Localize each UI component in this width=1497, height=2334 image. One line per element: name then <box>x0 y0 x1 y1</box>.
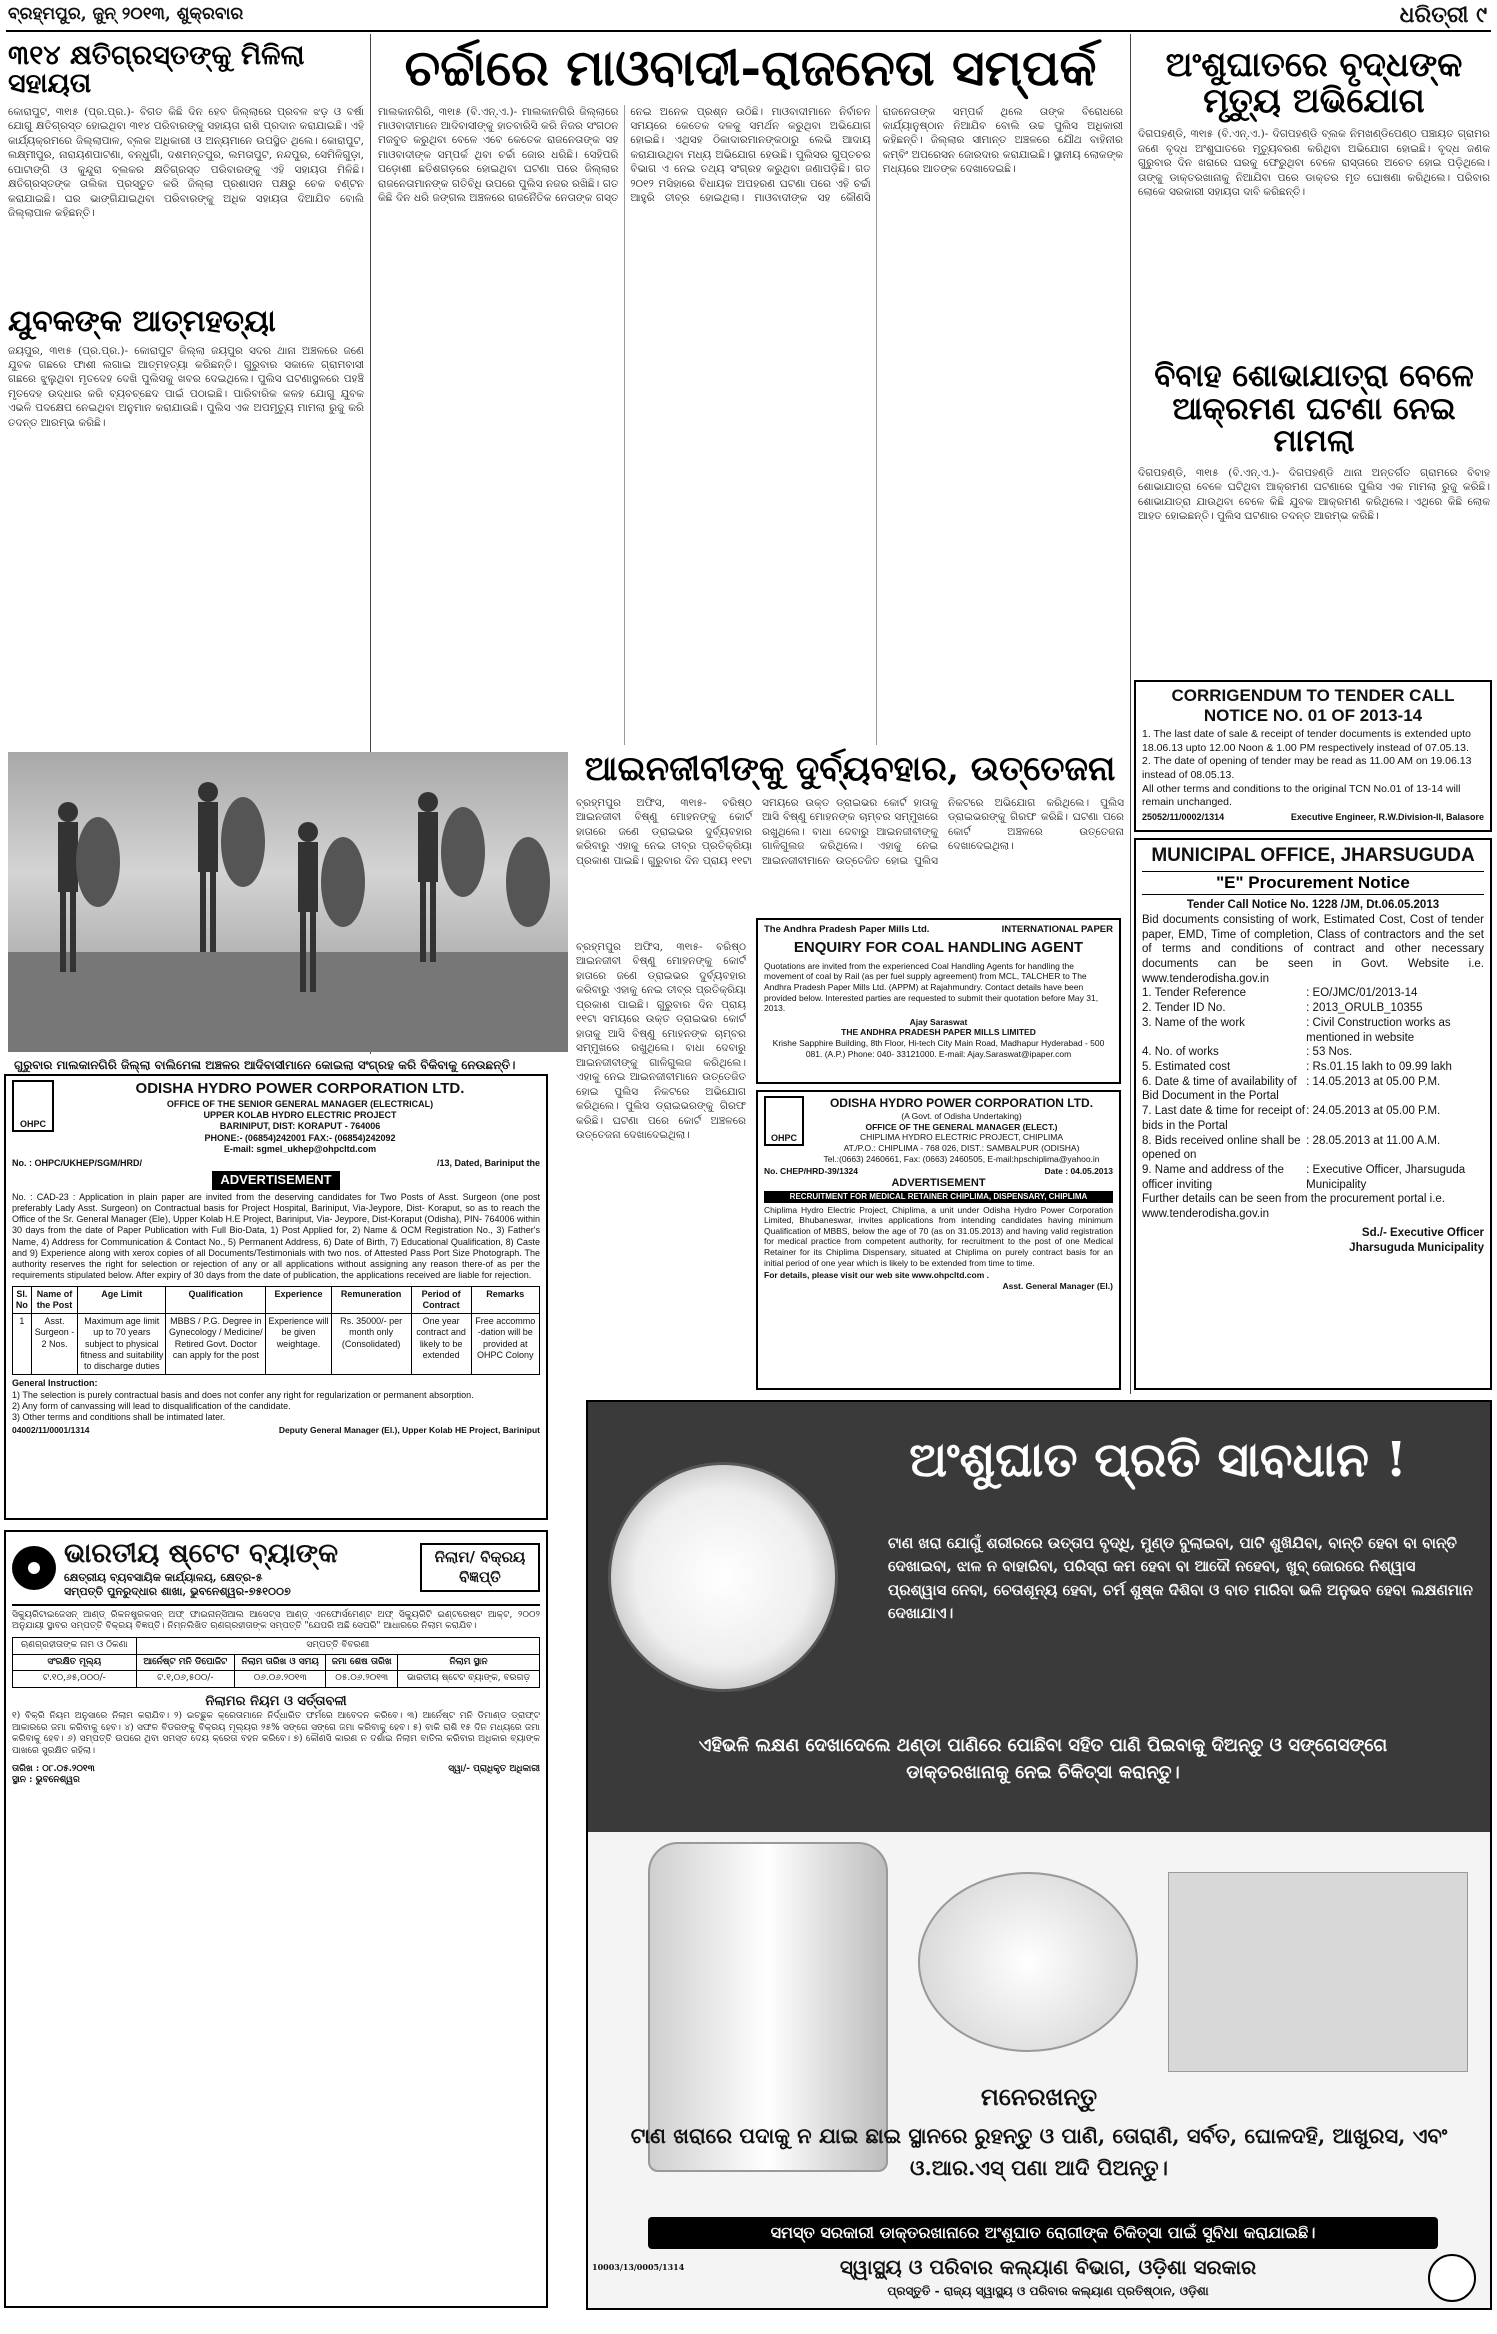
health-title: ଅଂଶୁଘାତ ପ୍ରତି ସାବଧାନ ! <box>909 1432 1407 1488</box>
story-body: କୋରାପୁଟ, ୩୧ା୫ (ପ୍ର.ପ୍ର.)- ବିଗତ କିଛି ଦିନ ହେବ ଜିଲ୍ଲାରେ ପ୍ରବଳ ଝଡ଼ ଓ ବର୍ଷା ଯୋଗୁ କ୍ଷତିଗ୍ରସ୍ତ ହୋଇଥିବା ୩୧୪ ପରିବାରଙ୍କୁ ସହାୟତା ରାଶି ପ୍ରଦାନ କରାଯାଇଛି। ଏହି କାର୍ଯ୍ୟକ୍ରମରେ ଜିଲ୍ଲାପାଳ, ବ୍ଲକ ଅଧିକାରୀ ଓ ଅନ୍ୟମାନେ ଉପସ୍ଥିତ ଥିଲେ। କୋରାପୁଟ, ଲକ୍ଷ୍ମୀପୁର, ନାରାୟଣପାଟଣା, ବନ୍ଧୁଗାଁ, ଦଶମନ୍ତପୁର, ଲମତାପୁଟ, ନନ୍ଦପୁର, ସେମିଳିଗୁଡ଼ା, ପୋଟାଙ୍ଗି ଓ କୁନ୍ଦୁରା ବ୍ଲକର କ୍ଷତିଗ୍ରସ୍ତ ପରିବାରଙ୍କୁ ଏହି ସହାୟତା ମିଳିଛି। କ୍ଷତିଗ୍ରସ୍ତଙ୍କ ତାଲିକା ପ୍ରସ୍ତୁତ କରି ଜିଲ୍ଲା ପ୍ରଶାସନ ପକ୍ଷରୁ ଚେକ ବଣ୍ଟନ କରାଯାଇଛି। ଘର ଭାଙ୍ଗିଯାଇଥିବା ପରିବାରଙ୍କୁ ଅଧିକ ସହାୟତା ଦିଆଯିବ ବୋଲି ଜିଲ୍ଲାପାଳ କହିଛନ୍ତି। <box>8 105 364 220</box>
ohpc-body: No. : CAD-23 : Application in plain paper are invited from the deserving candidates for Two Posts of Asst. Surgeon (one post preferably Lady Asst. Surgeon) on Contractual basis for Project Hospital, Bariniput, Via-Jeypore, Dist- Koraput, so as to reach the Office of the Sr. General Manager (Ele), Upper Kolab H.E Project, Bariniput, Via- Jeypore, Dist-Koraput (Odisha), PIN- 764006 within 30 days from the date of Paper Publication with Full Bio-Data, 1) Post Applied for, 2) Name & OCM Registration No., 3) Father's Name, 4) Address for Communication & Contact No., 5) Permanent Address, 6) Date of Birth, 7) Educational Qualification, 8) Caste and 9) Experience along with xerox copies of all Documents/Testimonials with two nos. of Attested Pass Port Size Photograph. The authority reserves the right for selection or rejection of any or all applications without assigning any reason there-of as per the requirements stipulated below. After expiry of 30 days from the date of publication, the applications received are liable for rejection. <box>12 1191 540 1281</box>
table-cell: ନିଲାମ ସ୍ଥାନ <box>398 1654 540 1671</box>
corrigendum-item: 1. The last date of sale & receipt of tender documents is extended upto 18.06.13 upto 12.00 Noon & 1.00 PM respectively instead of 07.05.13. <box>1142 728 1472 754</box>
ohpc-no: No. CHEP/HRD-39/1324 <box>764 1166 859 1177</box>
jharsuguda-label: 6. Date & time of availability of Bid Document in the Portal <box>1142 1075 1297 1103</box>
sun-icon <box>608 1462 838 1692</box>
table-cell: Free accommo -dation will be provided at OHPC Colony <box>471 1314 539 1375</box>
sbi-table <box>12 1637 540 1688</box>
corrigendum-sign: Executive Engineer, R.W.Division-II, Balasore <box>1290 811 1484 822</box>
ap-title: ENQUIRY FOR COAL HANDLING AGENT <box>793 938 1084 956</box>
ohpc-ref: 04002/11/0001/1314 <box>12 1425 90 1436</box>
table-row <box>13 1671 540 1688</box>
ohpc-sub: CHIPLIMA HYDRO ELECTRIC PROJECT, CHIPLIMA <box>859 1132 1064 1143</box>
jharsuguda-ad <box>1134 838 1492 1390</box>
ohpc-sub: BARINIPUT, DIST: KORAPUT - 764006 <box>219 1121 381 1132</box>
odisha-emblem-icon <box>1428 2254 1476 2302</box>
jharsuguda-notice: Tender Call Notice No. 1228 /JM, Dt.06.05.2013 <box>1186 899 1440 912</box>
jharsuguda-footer: Further details can be seen from the procurement portal i.e. www.tenderodisha.gov.in <box>1142 1193 1445 1221</box>
table-cell: Experience will be given weightage. <box>266 1314 331 1375</box>
table-cell: ଟ.୧,୦୬,୫୦୦/- <box>136 1671 235 1688</box>
ohpc-bar: RECRUITMENT FOR MEDICAL RETAINER CHIPLIMA, DISPENSARY, CHIPLIMA <box>764 1191 1113 1203</box>
health-dept: ସ୍ୱାସ୍ଥ୍ୟ ଓ ପରିବାର କଲ୍ୟାଣ ବିଭାଗ, ଓଡ଼ିଶା ସରକାର <box>839 2255 1257 2279</box>
ohpc-sub: OFFICE OF THE GENERAL MANAGER (ELECT.) <box>865 1121 1058 1132</box>
story-headline: ଯୁବକଙ୍କ ଆତ୍ମହତ୍ୟା <box>8 304 276 339</box>
sbi-sub: କ୍ଷେତ୍ରୀୟ ବ୍ୟବସାୟିକ କାର୍ଯ୍ୟାଳୟ, କ୍ଷେତ୍ର-୫ <box>64 1571 263 1585</box>
jharsuguda-value: : 24.05.2013 at 05.00 P.M. <box>1306 1105 1441 1118</box>
ohpc-sub: Tel.:(0663) 2460661, Fax: (0663) 2460505, E-mail:hpschiplima@yahoo.in <box>823 1153 1100 1164</box>
jharsuguda-value: : 53 Nos. <box>1306 1046 1353 1059</box>
ohpc-body: Chiplima Hydro Electric Project, Chiplima, a unit under Odisha Hydro Power Corporation Limited, Bhubaneswar, invites applications from intending candidates having minimum Qualification of MBBS, below the age of 70 (as on 31.05.2013) and having valid registration for medical practice from competent authority, for recruitment to the post of one Medical Retainer for its Chiplima Dispensary, situated at Chiplima on purely contract basis for an initial period of one year which is likely to be extended from time to time. <box>764 1204 1113 1268</box>
table-cell: ଭାରତୀୟ ଷ୍ଟେଟ ବ୍ୟାଙ୍କ, ବରଗଡ଼ <box>398 1671 540 1688</box>
jharsuguda-sign: Sd./- Executive Officer <box>1361 1226 1484 1239</box>
story-lawyer <box>576 749 1124 926</box>
jharsuguda-value: : EO/JMC/01/2013-14 <box>1306 987 1418 1000</box>
table-cell: ସଂରକ୍ଷିତ ମୂଲ୍ୟ <box>13 1654 137 1671</box>
story-body-continued: ବ୍ରହ୍ମପୁର ଅଫିସ, ୩୧ା୫- ବରିଷ୍ଠ ଆଇନଜୀବୀ ବିଷ୍ଣୁ ମୋହନଙ୍କୁ କୋର୍ଟ ହାତାରେ ଜଣେ ଡ୍ରାଇଭର ଦୁର୍ବ୍ୟବହାର କରିବାରୁ ଏହାକୁ ନେଇ ତୀବ୍ର ପ୍ରତିକ୍ରିୟା ପ୍ରକାଶ ପାଇଛି। ଗୁରୁବାର ଦିନ ପ୍ରାୟ ୧୧ଟା ସମୟରେ ଉକ୍ତ ଡ୍ରାଇଭର କୋର୍ଟ ହାତାକୁ ଆସି ବିଷ୍ଣୁ ମୋହନଙ୍କ ଚାମ୍ବର ସମ୍ମୁଖରେ ରଖୁଥିଲେ। ବାଧା ଦେବାରୁ ଆଇନଜୀବୀଙ୍କୁ ଗାଳିଗୁଲଜ କରିଥିଲେ। ଏହାକୁ ନେଇ ଆଇନଜୀବୀମାନେ ଉତ୍ତେଜିତ ହୋଇ ପୁଲିସ ନିକଟରେ ଅଭିଯୋଗ କରିଥିଲେ। ପୁଲିସ ଡ୍ରାଇଭରଙ୍କୁ ଗିରଫ କରିଛି। ଘଟଣା ପରେ କୋର୍ଟ ଅଞ୍ଚଳରେ ଉତ୍ତେଜନା ଦେଖାଦେଇଥିଲା। <box>576 941 746 1142</box>
story-body: ଦିଗପହଣ୍ଡି, ୩୧ା୫ (ବି.ଏନ୍.ଏ.)- ଦିଗପହଣ୍ଡି ବ୍ଲକ ନିମଖଣ୍ଡିପେଣ୍ଠ ପଞ୍ଚାୟତ ଗ୍ରାମର ଜଣେ ବୃଦ୍ଧ ଅଂଶୁଘାତରେ ମୃତ୍ୟୁବରଣ କରିଥିବା ଅଭିଯୋଗ ହୋଇଛି। ବୃଦ୍ଧ ଜଣକ ଗୁରୁବାର ଦିନ ଖରାରେ ଘରକୁ ଫେରୁଥିବା ବେଳେ ରାସ୍ତାରେ ଅଚେତ ହୋଇ ପଡ଼ିଥିଲେ। ତାଙ୍କୁ ଡାକ୍ତରଖାନାକୁ ନିଆଯିବା ପରେ ଡାକ୍ତର ମୃତ ଘୋଷଣା କରିଥିଲେ। ପରିବାର ଲୋକେ ସରକାରୀ ସହାୟତା ଦାବି କରିଛନ୍ତି। <box>1138 128 1490 199</box>
story-relief <box>8 42 364 327</box>
sbi-rules: ୧) ବିକ୍ରି ନିୟମ ଅନୁସାରେ ନିଲାମ କରାଯିବ। ୨) ଇଚ୍ଛୁକ କ୍ରେତାମାନେ ନିର୍ଦ୍ଧାରିତ ଫର୍ମରେ ଆବେଦନ କରିବେ। ୩) ଆର୍ନେଷ୍ଟ ମନି ଡିମାଣ୍ଡ ଡ୍ରାଫ୍ଟ ଆକାରରେ ଜମା କରିବାକୁ ହେବ। ୪) ସଫଳ ବିଡରଙ୍କୁ ବିକ୍ରୟ ମୂଲ୍ୟର ୨୫% ସଙ୍ଗେ ସଙ୍ଗେ ଜମା କରିବାକୁ ହେବ। ୫) ବାକି ରାଶି ୧୫ ଦିନ ମଧ୍ୟରେ ଜମା କରିବାକୁ ହେବ। ୬) ସମ୍ପତ୍ତି ଉପରେ ଥିବା ସମସ୍ତ ଦେୟ କ୍ରେତା ବହନ କରିବେ। ୭) କୌଣସି କାରଣ ନ ଦର୍ଶାଇ ନିଲାମ ବାତିଲ କରିବାର ଅଧିକାର ବ୍ୟାଙ୍କ ପାଖରେ ସୁରକ୍ଷିତ ରହିଲା। <box>12 1711 540 1757</box>
ohpc-logo: OHPC <box>12 1080 54 1132</box>
sbi-tag: ନିଲାମ/ ବିକ୍ରୟ ବିଜ୍ଞପ୍ତି <box>420 1543 540 1592</box>
table-cell: ନିଲାମ ତାରିଖ ଓ ସମୟ <box>235 1654 326 1671</box>
table-cell: Sl. No <box>13 1286 32 1314</box>
jharsuguda-label: 2. Tender ID No. <box>1142 1002 1226 1015</box>
jharsuguda-row <box>1142 1045 1484 1060</box>
lead-story <box>378 38 1123 745</box>
story-headline: ବିବାହ ଶୋଭାଯାତ୍ରା ବେଳେ ଆକ୍ରମଣ ଘଟଣା ନେଇ ମାମଲା <box>1154 358 1474 460</box>
table-cell: ୦୫.୦୬.୨୦୧୩ <box>326 1671 398 1688</box>
page-number: ୯ <box>1476 2 1487 28</box>
table-cell: Rs. 35000/- per month only (Consolidated) <box>331 1314 411 1375</box>
sbi-auction-ad <box>4 1530 548 2308</box>
ohpc-chiplima-ad <box>756 1090 1121 1390</box>
ohpc-gi: 1) The selection is purely contractual basis and does not confer any right for regularization or permanent absorption. <box>12 1389 474 1400</box>
lead-headline: ଚର୍ଚ୍ଚାରେ ମାଓବାଦୀ-ରାଜନେତା ସମ୍ପର୍କ <box>404 38 1097 97</box>
ohpc-adv: ADVERTISEMENT <box>212 1171 339 1189</box>
jharsuguda-row <box>1142 1016 1484 1045</box>
table-cell: Remarks <box>471 1286 539 1314</box>
corrigendum-item: 2. The date of opening of tender may be read as 11.00 AM on 19.06.13 instead of 08.05.13. <box>1142 755 1472 782</box>
table-cell: ଟ.୧୦,୬୫,୦୦୦/- <box>13 1671 137 1688</box>
story-body: ବ୍ରହ୍ମପୁର ଅଫିସ, ୩୧ା୫- ବରିଷ୍ଠ ଆଇନଜୀବୀ ବିଷ୍ଣୁ ମୋହନଙ୍କୁ କୋର୍ଟ ହାତାରେ ଜଣେ ଡ୍ରାଇଭର ଦୁର୍ବ୍ୟବହାର କରିବାରୁ ଏହାକୁ ନେଇ ତୀବ୍ର ପ୍ରତିକ୍ରିୟା ପ୍ରକାଶ ପାଇଛି। ଗୁରୁବାର ଦିନ ପ୍ରାୟ ୧୧ଟା ସମୟରେ ଉକ୍ତ ଡ୍ରାଇଭର କୋର୍ଟ ହାତାକୁ ଆସି ବିଷ୍ଣୁ ମୋହନଙ୍କ ଚାମ୍ବର ସମ୍ମୁଖରେ ରଖୁଥିଲେ। ବାଧା ଦେବାରୁ ଆଇନଜୀବୀଙ୍କୁ ଗାଳିଗୁଲଜ କରିଥିଲେ। ଏହାକୁ ନେଇ ଆଇନଜୀବୀମାନେ ଉତ୍ତେଜିତ ହୋଇ ପୁଲିସ ନିକଟରେ ଅଭିଯୋଗ କରିଥିଲେ। ପୁଲିସ ଡ୍ରାଇଭରଙ୍କୁ ଗିରଫ କରିଛି। ଘଟଣା ପରେ କୋର୍ଟ ଅଞ୍ଚଳରେ ଉତ୍ତେଜନା ଦେଖାଦେଇଥିଲା। <box>576 796 1124 867</box>
ap-body: Quotations are invited from the experienced Coal Handling Agents for handling the movement of coal by Rail (as per fuel supply agreement) from MCL, TALCHER to The Andhra Pradesh Paper Mills Ltd. (APPM) at Rajahmundry. Contact details have been provided below. Interested parties are requested to submit their quotation before May 31, 2013. <box>764 960 1099 1014</box>
ohpc-sub: AT./P.O.: CHIPLIMA - 768 026, DIST.: SAMBALPUR (ODISHA) <box>843 1142 1080 1153</box>
table-cell: MBBS / P.G. Degree in Gynecology / Medicine/ Retired Govt. Doctor can apply for the post <box>166 1314 266 1375</box>
header-rule <box>6 30 1491 32</box>
jharsuguda-subtitle: "E" Procurement Notice <box>1142 871 1484 895</box>
ohpc-upper-kolab-ad <box>4 1074 548 1520</box>
jharsuguda-row <box>1142 986 1484 1001</box>
photo-coal-gatherers <box>8 752 568 1052</box>
dateline: ବ୍ରହ୍ମପୁର, ଜୁନ୍ ୨୦୧୩, ଶୁକ୍ରବାର <box>8 4 244 24</box>
ohpc-gi: 2) Any form of canvassing will lead to disqualification of the candidate. <box>12 1400 291 1411</box>
table-cell: ଜମା ଶେଷ ତାରିଖ <box>326 1654 398 1671</box>
ohpc-logo: OHPC <box>764 1096 804 1146</box>
jharsuguda-row <box>1142 1001 1484 1016</box>
photo-figures <box>8 752 568 1052</box>
health-code: 10003/13/0005/1314 <box>592 2262 685 2272</box>
story-heatstroke <box>1138 45 1490 327</box>
jharsuguda-value: : Executive Officer, Jharsuguda Municipality <box>1306 1164 1466 1191</box>
jharsuguda-row <box>1142 1104 1484 1133</box>
story-headline: ୩୧୪ କ୍ଷତିଗ୍ରସ୍ତଙ୍କୁ ମିଳିଲା ସହାୟତା <box>8 40 305 100</box>
health-footer: ପ୍ରସ୍ତୁତି - ରାଜ୍ୟ ସ୍ୱାସ୍ଥ୍ୟ ଓ ପରିବାର କଲ୍ୟାଣ ପ୍ରତିଷ୍ଠାନ, ଓଡ଼ିଶା <box>887 2284 1209 2298</box>
story-suicide <box>8 306 364 508</box>
lead-body: ମାଲକାନଗିରି, ୩୧ା୫ (ବି.ଏନ୍.ଏ.)- ମାଲକାନଗିରି ଜିଲ୍ଲାରେ ମାଓବାଦୀମାନେ ଆଦିବାସୀଙ୍କୁ ହାତବାରିସି କରି ନିଜର ସଂଗଠନ ମଜବୁତ କରୁଥିବା ବେଳେ ଏବେ କେତେକ ରାଜନେତାଙ୍କ ସହ ମାଓବାଦୀଙ୍କ ସମ୍ପର୍କ ଥିବା ଚର୍ଚ୍ଚା ଜୋର ଧରିଛି। ସେହିପରି ପଡ଼ୋଶୀ ଛତିଶଗଡ଼ରେ ହୋଇଥିବା ଘଟଣା ପରେ ଜିଲ୍ଲାର ରାଜନେତାମାନଙ୍କ ଗତିବିଧି ଉପରେ ପୁଲିସ ନଜର ରଖିଛି। ଗତ କିଛି ଦିନ ଧରି ଜଙ୍ଗଲ ଅଞ୍ଚଳରେ ରାଜନୈତିକ ନେତାଙ୍କ ଗସ୍ତ ନେଇ ଅନେକ ପ୍ରଶ୍ନ ଉଠିଛି। ମାଓବାଦୀମାନେ ନିର୍ବାଚନ ସମୟରେ କେତେକ ଦଳକୁ ସମର୍ଥନ କରୁଥିବା ଅଭିଯୋଗ ହୋଇଛି। ଏଥିସହ ଠିକାଦାରମାନଙ୍କଠାରୁ ଲେଭି ଆଦାୟ କରାଯାଉଥିବା ମଧ୍ୟ ଅଭିଯୋଗ ହେଉଛି। ପୁଲିସର ଗୁପ୍ତଚର ବିଭାଗ ଏ ନେଇ ତଥ୍ୟ ସଂଗ୍ରହ କରୁଥିବା ଜଣାପଡ଼ିଛି। ଗତ ୨୦୧୨ ମସିହାରେ ବିଧାୟକ ଅପହରଣ ଘଟଣା ପରେ ଏହି ଚର୍ଚ୍ଚା ଆହୁରି ତୀବ୍ର ହୋଇଥିଲା। ମାଓବାଦୀଙ୍କ ସହ କୌଣସି ରାଜନେତାଙ୍କ ସମ୍ପର୍କ ଥିଲେ ତାଙ୍କ ବିରୋଧରେ କାର୍ଯ୍ୟାନୁଷ୍ଠାନ ନିଆଯିବ ବୋଲି ଉଚ୍ଚ ପୁଲିସ ଅଧିକାରୀ କହିଛନ୍ତି। ଜିଲ୍ଲାର ସୀମାନ୍ତ ଅଞ୍ଚଳରେ ଯୌଥ ବାହିନୀର କମ୍ବିଂ ଅପରେସନ ଜୋରଦାର କରାଯାଇଛି। ସ୍ଥାନୀୟ ଲୋକଙ୍କ ମଧ୍ୟରେ ଆତଙ୍କ ଦେଖାଦେଇଛି। <box>378 105 1123 205</box>
jharsuguda-label: 3. Name of the work <box>1142 1016 1245 1029</box>
photo-caption: ଗୁରୁବାର ମାଲକାନଗିରି ଜିଲ୍ଲା ବାଲିମେଳା ଅଞ୍ଚଳର ଆଦିବାସୀମାନେ କୋଇଲା ସଂଗ୍ରହ କରି ବିକିବାକୁ ନେଉଛନ୍ତି। <box>14 1058 516 1072</box>
ohpc-gi-title: General Instruction: <box>12 1378 98 1389</box>
table-header-row <box>13 1654 540 1671</box>
jharsuguda-value: : Rs.01.15 lakh to 09.99 lakh <box>1306 1060 1452 1073</box>
table-cell: Name of the Post <box>31 1286 77 1314</box>
ohpc-dated: /13, Dated, Bariniput the <box>436 1158 540 1168</box>
ohpc-sign: Asst. General Manager (El.) <box>1002 1280 1113 1291</box>
story-body: ଦିଗପହଣ୍ଡି, ୩୧ା୫ (ବି.ଏନ୍.ଏ.)- ଦିଗପହଣ୍ଡି ଥାନା ଅନ୍ତର୍ଗତ ଗ୍ରାମରେ ବିବାହ ଶୋଭାଯାତ୍ରା ବେଳେ ଘଟିଥିବା ଆକ୍ରମଣ ଘଟଣାରେ ପୁଲିସ ଏକ ମାମଲା ରୁଜୁ କରିଛି। ଶୋଭାଯାତ୍ରା ଯାଉଥିବା ବେଳେ କିଛି ଯୁବକ ଆକ୍ରମଣ କରିଥିଲେ। ଏଥିରେ କିଛି ଲୋକ ଆହତ ହୋଇଛନ୍ତି। ପୁଲିସ ଘଟଣାର ତଦନ୍ତ ଆରମ୍ଭ କରିଛି। <box>1138 466 1490 523</box>
jharsuguda-intro: Bid documents consisting of work, Estimated Cost, Cost of tender paper, EMD, Time of completion, Class of contractors and the set of terms and conditions of contract and other necessary documents can be seen in Govt. Website i.e. www.tenderodisha.gov.in <box>1142 913 1484 985</box>
ohpc-no: No. : OHPC/UKHEP/SGM/HRD/ <box>12 1158 143 1168</box>
ohpc-sub: UPPER KOLAB HYDRO ELECTRIC PROJECT <box>203 1110 397 1120</box>
jharsuguda-row <box>1142 1075 1484 1104</box>
photo-ground <box>8 952 568 1052</box>
jharsuguda-value: : 28.05.2013 at 11.00 A.M. <box>1306 1134 1441 1147</box>
sbi-rules-title: ନିଲାମର ନିୟମ ଓ ସର୍ତ୍ତାବଳୀ <box>205 1694 347 1710</box>
ohpc-gi: 3) Other terms and conditions shall be intimated later. <box>12 1412 226 1422</box>
ap-contact-name: Ajay Saraswat <box>909 1016 968 1027</box>
ap-address: Krishe Sapphire Building, 8th Floor, Hi-tech City Main Road, Madhapur Hyderabad - 500 081. (A.P.) Phone: 040- 33121000. E-mail: Ajay.Saraswat@ipaper.com <box>772 1038 1105 1059</box>
table-cell: ଆର୍ନେଷ୍ଟ ମନି ଡିପୋଜିଟ <box>136 1654 235 1671</box>
jharsuguda-table <box>1142 986 1484 1192</box>
table-cell: 1 <box>13 1314 32 1375</box>
ohpc-sub: OFFICE OF THE SENIOR GENERAL MANAGER (ELECTRICAL) <box>166 1098 434 1109</box>
jharsuguda-value: : 14.05.2013 at 05.00 P.M. <box>1306 1075 1441 1088</box>
health-tips: ଟାଣ ଖରାରେ ପଦାକୁ ନ ଯାଇ ଛାଇ ସ୍ଥାନରେ ରୁହନ୍ତୁ ଓ ପାଣି, ତୋରାଣି, ସର୍ବତ, ଘୋଳଦହି, ଆଖୁରସ, ଏବଂ ଓ.ଆର.ଏସ୍ ପଣା ଆଦି ପିଅନ୍ତୁ। <box>630 2123 1448 2180</box>
jharsuguda-row <box>1142 1060 1484 1075</box>
masthead-title: ଧରିତ୍ରୀ <box>1399 2 1469 28</box>
jharsuguda-label: 4. No. of works <box>1142 1046 1219 1059</box>
ohpc-sub: PHONE:- (06854)242001 FAX:- (06854)242092 <box>204 1132 396 1143</box>
table-cell: Maximum age limit up to 70 years subject to physical fitness and suitability to discharge duties <box>78 1314 166 1375</box>
jharsuguda-value: : 2013_ORULB_10355 <box>1306 1002 1423 1015</box>
ap-company: The Andhra Pradesh Paper Mills Ltd. <box>764 924 930 935</box>
story-headline: ଆଇନଜୀବୀଙ୍କୁ ଦୁର୍ବ୍ୟବହାର, ଉତ୍ତେଜନା <box>584 749 1116 789</box>
health-symptoms: ଟାଣ ଖରା ଯୋଗୁଁ ଶରୀରରେ ଉତ୍ତାପ ବୃଦ୍ଧି, ମୁଣ୍ଡ ବୁଲାଇବା, ପାଟି ଶୁଖିଯିବା, ବାନ୍ତି ହେବା ବା ବାନ୍ତି ଦେଖାଇବା, ଝାଳ ନ ବାହାରିବା, ପରିସ୍ରା କମ ହେବା ବା ଆଦୌ ନହେବା, ଖୁବ୍ ଜୋରରେ ନିଶ୍ୱାସ ପ୍ରଶ୍ୱାସ ନେବା, ଚେତାଶୂନ୍ୟ ହେବା, ଚର୍ମ ଶୁଷ୍କ ଦିଶିବା ଓ ବାତ ମାରିବା ଭଳି ଅନୁଭବ ହେବା ଲକ୍ଷଣମାନ ଦେଖାଯାଏ। <box>888 1534 1473 1622</box>
sbi-intro: ସିକ୍ୟୁରିଟାଇଜେସନ୍ ଆଣ୍ଡ୍ ରିକନଷ୍ଟ୍ରକସନ୍ ଅଫ୍ ଫାଇନାନ୍ସିଆଲ ଆସେଟ୍ସ ଆଣ୍ଡ୍ ଏନଫୋର୍ସମେଣ୍ଟ ଅଫ୍ ସିକ୍ୟୁରିଟି ଇଣ୍ଟରେଷ୍ଟ ଆକ୍ଟ, ୨୦୦୨ ଅନୁଯାୟୀ ସ୍ଥାବର ସମ୍ପତ୍ତି ବିକ୍ରୟ ବିଜ୍ଞପ୍ତି। ନିମ୍ନଲିଖିତ ଋଣଗ୍ରହୀତାଙ୍କ ସମ୍ପତ୍ତି "ଯେପରି ଅଛି ସେପରି" ଆଧାରରେ ନିଲାମ କରାଯିବ। <box>12 1609 540 1632</box>
ohpc-sign: Deputy General Manager (El.), Upper Kolab HE Project, Bariniput <box>278 1425 540 1436</box>
ohpc-adv: ADVERTISEMENT <box>891 1176 986 1189</box>
ohpc-table <box>12 1286 540 1376</box>
ohpc-title: ODISHA HYDRO POWER CORPORATION LTD. <box>135 1080 465 1097</box>
ap-brand: INTERNATIONAL PAPER <box>1001 924 1113 935</box>
table-cell: Remuneration <box>331 1286 411 1314</box>
ohpc-date: Date : 04.05.2013 <box>1044 1166 1113 1177</box>
story-body: ଜୟପୁର, ୩୧ା୫ (ପ୍ର.ପ୍ର.)- କୋରାପୁଟ ଜିଲ୍ଲା ଜୟପୁର ସଦର ଥାନା ଅଞ୍ଚଳରେ ଜଣେ ଯୁବକ ଗଛରେ ଫାଶୀ ଲଗାଇ ଆତ୍ମହତ୍ୟା କରିଛନ୍ତି। ଗୁରୁବାର ସକାଳେ ଗ୍ରାମବାସୀ ଗଛରେ ଝୁଲୁଥିବା ମୃତଦେହ ଦେଖି ପୁଲିସକୁ ଖବର ଦେଇଥିଲେ। ପୁଲିସ ଘଟଣାସ୍ଥଳରେ ପହଞ୍ଚି ମୃତଦେହ ଉଦ୍ଧାର କରି ବ୍ୟବଚ୍ଛେଦ ପାଇଁ ପଠାଇଛି। ପାରିବାରିକ କଳହ ଯୋଗୁ ଯୁବକ ଏଭଳି ପଦକ୍ଷେପ ନେଇଥିବା ଅନୁମାନ କରାଯାଉଛି। ପୁଲିସ ଏକ ଅପମୃତ୍ୟୁ ମାମଲା ରୁଜୁ କରି ତଦନ୍ତ ଆରମ୍ଭ କରିଛି। <box>8 344 364 429</box>
jharsuguda-label: 1. Tender Reference <box>1142 987 1246 1000</box>
jharsuguda-label: 8. Bids received online shall be opened on <box>1142 1134 1301 1162</box>
ap-paper-mills-ad <box>756 918 1121 1084</box>
health-advice: ଏହିଭଳି ଲକ୍ଷଣ ଦେଖାଦେଲେ ଥଣ୍ଡା ପାଣିରେ ପୋଛିବା ସହିତ ପାଣି ପିଇବାକୁ ଦିଅନ୍ତୁ ଓ ସଙ୍ଗେସଙ୍ଗେ ଡାକ୍ତରଖାନାକୁ ନେଇ ଚିକିତ୍ସା କରାନ୍ତୁ। <box>698 1735 1388 1783</box>
table-cell: One year contract and likely to be extended <box>411 1314 471 1375</box>
sbi-title: ଭାରତୀୟ ଷ୍ଟେଟ ବ୍ୟାଙ୍କ <box>64 1538 339 1569</box>
table-cell: Asst. Surgeon - 2 Nos. <box>31 1314 77 1375</box>
ohpc-sub: (A Govt. of Odisha Undertaking) <box>901 1111 1022 1121</box>
ohpc-title: ODISHA HYDRO POWER CORPORATION LTD. <box>829 1096 1094 1110</box>
sbi-place: ସ୍ଥାନ : ଭୁବନେଶ୍ୱର <box>12 1775 80 1786</box>
corrigendum-ad <box>1134 680 1492 832</box>
jharsuguda-label: 9. Name and address of the officer inviting <box>1142 1164 1284 1191</box>
jharsuguda-row <box>1142 1163 1484 1192</box>
table-row <box>13 1314 540 1375</box>
divider <box>1130 34 1131 1394</box>
table-cell: ୦୬.୦୬.୨୦୧୩ <box>235 1671 326 1688</box>
story-headline: ଅଂଶୁଘାତରେ ବୃଦ୍ଧଙ୍କ ମୃତ୍ୟୁ ଅଭିଯୋଗ <box>1165 45 1463 121</box>
ap-org: THE ANDHRA PRADESH PAPER MILLS LIMITED <box>841 1027 1036 1038</box>
table-header-row <box>13 1286 540 1314</box>
sbi-date: ତାରିଖ : ୦୮.୦୫.୨୦୧୩ <box>12 1763 95 1774</box>
health-remember: ମନେରଖନ୍ତୁ <box>980 2082 1098 2111</box>
jharsuguda-label: 7. Last date & time for receipt of bids in the Portal <box>1142 1105 1305 1132</box>
health-banner: ସମସ୍ତ ସରକାରୀ ଡାକ୍ତରଖାନାରେ ଅଂଶୁଘାତ ରୋଗୀଙ୍କ ଚିକିତ୍ସା ପାଇଁ ସୁବିଧା କରାଯାଇଛି। <box>648 2217 1438 2249</box>
glasses-icon <box>1168 1872 1468 2072</box>
sbi-sign: ସ୍ୱା/- ପ୍ରାଧିକୃତ ଅଧିକାରୀ <box>448 1763 540 1774</box>
corrigendum-ref: 25052/11/0002/1314 <box>1142 811 1225 822</box>
jharsuguda-label: 5. Estimated cost <box>1142 1060 1231 1073</box>
corrigendum-title: CORRIGENDUM TO TENDER CALL NOTICE NO. 01 OF 2013-14 <box>1171 686 1455 725</box>
sbi-cell: ସମ୍ପତ୍ତି ବିବରଣୀ <box>136 1638 539 1655</box>
jharsuguda-row <box>1142 1134 1484 1163</box>
table-cell: Experience <box>266 1286 331 1314</box>
corrigendum-note: All other terms and conditions to the original TCN No.01 of 13-14 will remain unchanged. <box>1142 782 1461 809</box>
sbi-sub: ସମ୍ପତ୍ତି ପୁନରୁଦ୍ଧାର ଶାଖା, ଭୁବନେଶ୍ୱର-୭୫୧୦୦୭ <box>64 1585 291 1599</box>
table-cell: Qualification <box>166 1286 266 1314</box>
table-cell: Period of Contract <box>411 1286 471 1314</box>
sbi-logo-icon <box>12 1546 56 1590</box>
ohpc-web: For details, please visit our web site www.ohpcltd.com . <box>764 1270 989 1281</box>
sbi-cell: ଋଣଗ୍ରହୀତାଙ୍କ ନାମ ଓ ଠିକଣା <box>13 1638 137 1655</box>
bowl-icon <box>918 1872 1138 2052</box>
jharsuguda-value: : Civil Construction works as mentioned in website <box>1306 1016 1451 1044</box>
jharsuguda-sign: Jharsuguda Municipality <box>1349 1241 1484 1254</box>
story-wedding <box>1138 360 1490 646</box>
masthead <box>1400 2 1487 28</box>
ohpc-sub: E-mail: sgmel_ukhep@ohpcltd.com <box>223 1143 377 1154</box>
heatstroke-health-ad <box>586 1400 1492 2310</box>
table-cell: Age Limit <box>78 1286 166 1314</box>
jharsuguda-title: MUNICIPAL OFFICE, JHARSUGUDA <box>1151 845 1475 866</box>
